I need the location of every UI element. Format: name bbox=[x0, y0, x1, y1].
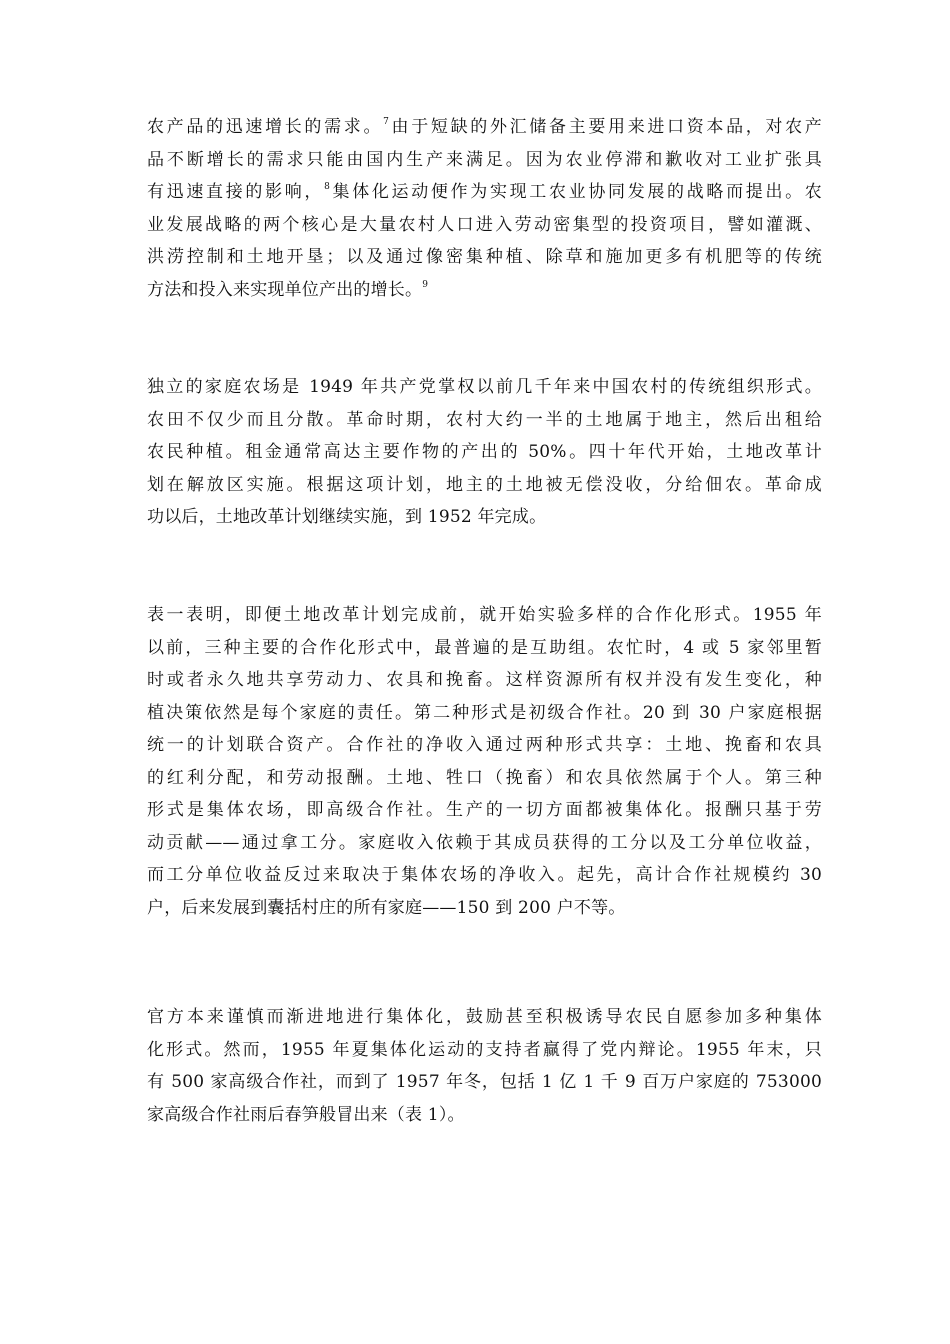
text-line: 以前，三种主要的合作化形式中，最普遍的是互助组。农忙时，4 或 5 家邻里暂 bbox=[147, 637, 822, 658]
text-line: 植决策依然是每个家庭的责任。第二种形式是初级合作社。20 到 30 户家庭根据 bbox=[147, 702, 822, 723]
paragraph-1 bbox=[147, 111, 822, 306]
text-run: 有迅速直接的影响， bbox=[147, 182, 325, 202]
text-line: 户，后来发展到囊括村庄的所有家庭——150 到 200 户不等。 bbox=[147, 897, 626, 918]
footnote-ref[interactable]: 8 bbox=[324, 182, 331, 193]
text-line: 化形式。然而，1955 年夏集体化运动的支持者赢得了党内辩论。1955 年末，只 bbox=[147, 1039, 822, 1060]
text-run: 方法和投入来实现单位产出的增长。 bbox=[147, 279, 423, 300]
text-line: 统一的计划联合资产。合作社的净收入通过两种形式共享：土地、挽畜和农具 bbox=[147, 735, 822, 755]
text-line: 官方本来谨慎而渐进地进行集体化，鼓励甚至积极诱导农民自愿参加多种集体 bbox=[147, 1007, 822, 1027]
text-line: 形式是集体农场，即高级合作社。生产的一切方面都被集体化。报酬只基于劳 bbox=[147, 800, 822, 820]
text-line: 品不断增长的需求只能由国内生产来满足。因为农业停滞和歉收对工业扩张具 bbox=[147, 149, 822, 170]
text-run: 由于短缺的外汇储备主要用来进口资本品，对农产 bbox=[389, 117, 822, 137]
text-line: 农民种植。租金通常高达主要作物的产出的 50%。四十年代开始，土地改革计 bbox=[147, 442, 822, 462]
text-line: 时或者永久地共享劳动力、农具和挽畜。这样资源所有权并没有发生变化，种 bbox=[147, 670, 822, 690]
text-line: 动贡献——通过拿工分。家庭收入依赖于其成员获得的工分以及工分单位收益， bbox=[147, 832, 822, 853]
footnote-ref[interactable]: 9 bbox=[422, 279, 429, 290]
paragraph-3 bbox=[147, 599, 822, 924]
text-line bbox=[147, 111, 822, 144]
text-line: 业发展战略的两个核心是大量农村人口进入劳动密集型的投资项目，譬如灌溉、 bbox=[147, 214, 822, 235]
text-line: 洪涝控制和土地开垦；以及通过像密集种植、除草和施加更多有机肥等的传统 bbox=[147, 247, 822, 267]
text-line: 农田不仅少而且分散。革命时期，农村大约一半的土地属于地主，然后出租给 bbox=[147, 409, 822, 430]
text-line: 划在解放区实施。根据这项计划，地主的土地被无偿没收，分给佃农。革命成 bbox=[147, 474, 822, 495]
text-run: 农产品的迅速增长的需求。 bbox=[147, 117, 384, 137]
text-line: 的红利分配，和劳动报酬。土地、牲口（挽畜）和农具依然属于个人。第三种 bbox=[147, 767, 822, 788]
text-line: 而工分单位收益反过来取决于集体农场的净收入。起先，高计合作社规模约 30 bbox=[147, 865, 822, 885]
footnote-ref[interactable]: 7 bbox=[383, 117, 390, 128]
text-run: 集体化运动便作为实现工农业协同发展的战略而提出。农 bbox=[330, 182, 822, 202]
text-line: 独立的家庭农场是 1949 年共产党掌权以前几千年来中国农村的传统组织形式。 bbox=[147, 377, 822, 397]
text-line: 表一表明，即便土地改革计划完成前，就开始实验多样的合作化形式。1955 年 bbox=[147, 605, 822, 625]
paragraph-4 bbox=[147, 1001, 822, 1131]
text-line: 功以后，土地改革计划继续实施，到 1952 年完成。 bbox=[147, 507, 547, 527]
text-line bbox=[147, 274, 822, 307]
text-line: 有 500 家高级合作社，而到了 1957 年冬，包括 1 亿 1 千 9 百万户家庭的 753000 bbox=[147, 1072, 822, 1092]
paragraph-2 bbox=[147, 371, 822, 534]
text-line: 家高级合作社雨后春笋般冒出来（表 1）。 bbox=[147, 1104, 465, 1125]
text-line bbox=[147, 176, 822, 209]
